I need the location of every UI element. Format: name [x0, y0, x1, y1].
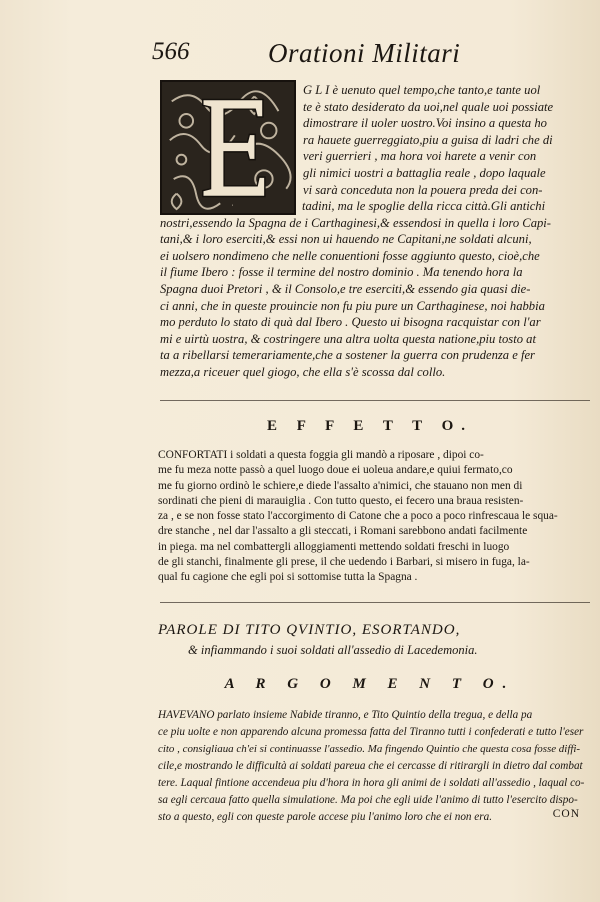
divider — [160, 400, 590, 401]
text-line: ei uolsero nondimeno che nelle conuentioni fosse aggiunto questo, cioè,che — [160, 248, 540, 263]
text-line: ra hauete guerreggiato,piu a guisa di ladri che di — [303, 132, 553, 147]
paragraph-beside-initial — [303, 82, 588, 198]
text-line: mo perduto lo stato di quà dal Ibero . Questo ui bisogna racquistar con l'ar — [160, 315, 541, 330]
title-line: PAROLE DI TITO QVINTIO, ESORTANDO, — [158, 622, 461, 638]
text-line: sordinati che pieni di marauiglia . Con tutto questo, ei fecero una braua resisten- — [158, 494, 524, 507]
text-line: tadini, ma le spoglie della ricca città.Gli antichi — [302, 199, 546, 213]
section-heading-argomento: A R G O M E N T O. — [224, 676, 516, 692]
section-heading-effetto: E F F E T T O. — [266, 418, 474, 434]
text-line: ta a ribellarsi temerariamente,che a sostener la guerra con prudenza e fer — [160, 348, 535, 363]
text-line: dre stanche , nel dar l'assalto a gli steccati, i Romani sarebbono andati facilmente — [158, 525, 528, 538]
text-line: za , e se non fosse stato l'accorgimento di Catone che a poco a poco rinfrescaua le squa- — [158, 510, 558, 523]
paragraph-oration — [160, 198, 590, 381]
title-line: & infiammando i suoi soldati all'assedio di Lacedemonia. — [188, 643, 478, 657]
text-line: gli nimici uostri a battaglia reale , dopo laquale — [303, 165, 546, 180]
text-line: tere. Laqual fintione accendeua piu d'hora in hora gli animi de i soldati all'assedio , laqual co- — [158, 777, 585, 789]
text-line: ci anni, che in queste prouincie non fu piu pure un Carthaginese, noi habbia — [160, 298, 545, 313]
text-line: sa egli cercaua fatto quella simulatione. Ma poi che egli uide l'animo di tutto l'esercito dispo- — [158, 794, 578, 806]
running-head: Orationi Militari — [268, 38, 461, 68]
text-line: in piega. ma nel combattergli alloggiamenti mettendo soldati freschi in luogo — [158, 540, 510, 553]
oration-title — [158, 620, 590, 660]
text-line: cito , consigliaua ch'ei si continuasse l'assedio. Ma fingendo Quintio che questa cosa fosse diffi- — [158, 743, 581, 755]
catchword: CON — [552, 808, 580, 820]
text-line: me fu giorno ordinò le schiere,e diede l'assalto a'nimici, che stauano non men di — [158, 479, 523, 492]
text-line: mi e uirtù uostra, & costringere una altra uolta questa natione,piu tosto at — [160, 331, 536, 346]
text-line: G L I è uenuto quel tempo,che tanto,e tante uol — [303, 83, 541, 97]
text-line: de gli stanchi, finalmente gli prese, il che uedendo i Barbari, si misero in fuga, la- — [158, 556, 530, 569]
page-number: 566 — [152, 38, 190, 65]
text-line: tani,& i loro eserciti,& essi non ui hauendo ne Capitani,ne soldati alcuni, — [160, 232, 532, 247]
text-line: Spagna duoi Pretori , & il Consolo,e tre eserciti,& essendo gia quasi die- — [160, 281, 531, 296]
text-line: CONFORTATI i soldati a questa foggia gli mandò a riposare , dipoi co- — [158, 449, 484, 461]
text-line: il fiume Ibero : fosse il termine del nostro dominio . Ma tenendo hora la — [160, 265, 523, 280]
text-line: te è stato desiderato da uoi,nel quale uoi possiate — [303, 99, 554, 114]
text-line: nostri,essendo la Spagna de i Carthaginesi,& essendosi in quella i loro Capi- — [160, 215, 551, 230]
text-line: ce piu uolte e non apparendo alcuna promessa fatta del Tiranno tutti i confederati e tutto l'eser — [158, 726, 584, 738]
initial-letter: E — [231, 205, 234, 208]
text-line: veri guerrieri , ma hora voi harete a venir con — [303, 149, 537, 164]
divider — [160, 602, 590, 603]
text-line: vi sarà conceduta non la pouera preda dei con- — [303, 182, 543, 197]
decorated-initial-letter — [160, 80, 296, 215]
text-line: sto a questo, egli con queste parole accese piu l'animo loro che ei non era. — [158, 811, 493, 823]
paragraph-effetto — [158, 448, 588, 586]
text-line: HAVEVANO parlato insieme Nabide tiranno, e Tito Quintio della tregua, e della pa — [158, 709, 533, 721]
text-line: me fu meza notte passò a quel luogo doue ei uoleua andare,e quiui fermato,co — [158, 464, 513, 477]
text-line: dimostrare il uoler uostro.Voi insino a questa ho — [303, 116, 547, 131]
page-header — [152, 38, 572, 70]
text-line: mezza,a riceuer quel giogo, che ella s'è scossa dal collo. — [160, 364, 446, 379]
paragraph-argomento — [158, 707, 588, 826]
text-line: cile,e mostrando le difficultà ai soldati pareua che ei cercasse di ritirargli in dietro dal combat — [158, 760, 583, 772]
text-line: qual fu cagione che egli poi si sottomise tutta la Spagna . — [158, 571, 418, 584]
